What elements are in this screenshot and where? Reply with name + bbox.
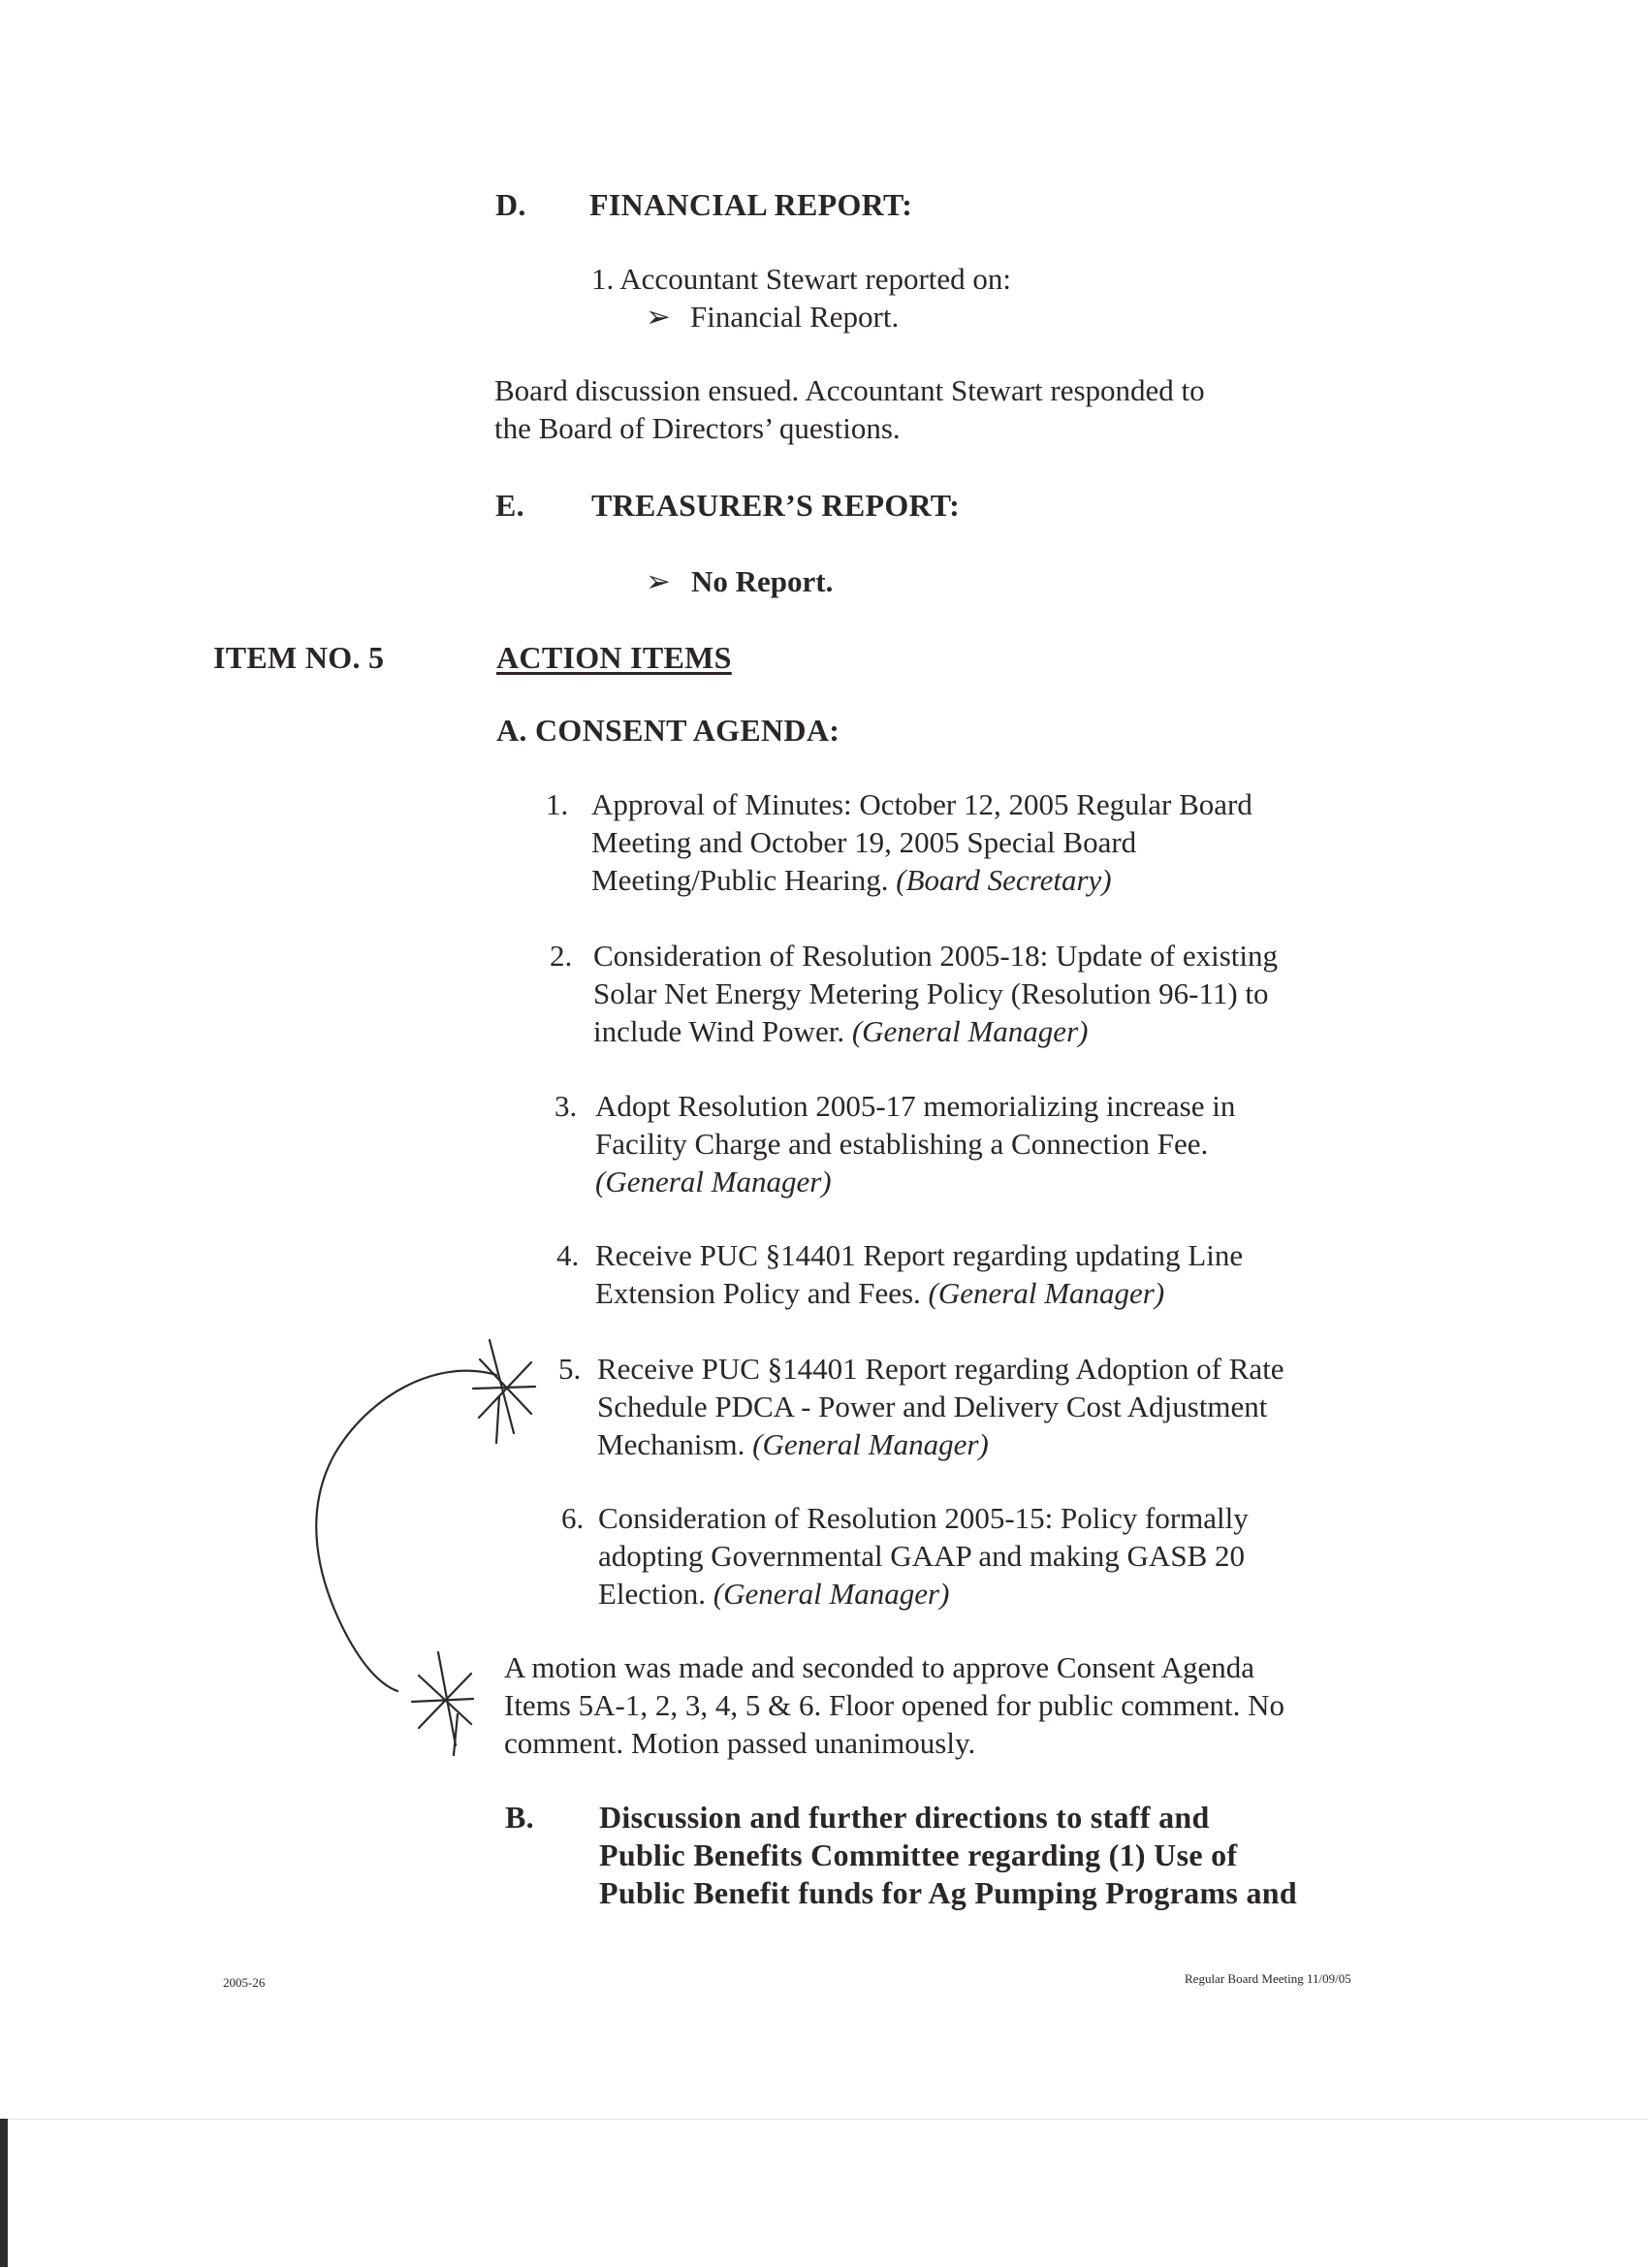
consent-item-line: Consideration of Resolution 2005-15: Policy formally [598, 1501, 1249, 1535]
asterisk-mark-icon [473, 1340, 535, 1443]
treasurer-bullet: No Report. [691, 564, 834, 598]
financial-bullet: Financial Report. [690, 300, 900, 334]
consent-item-line: Adopt Resolution 2005-17 memorializing increase in [595, 1089, 1236, 1123]
connector-curve-icon [316, 1371, 496, 1691]
consent-item-text: Extension Policy and Fees. [595, 1276, 929, 1310]
financial-item: 1. Accountant Stewart reported on: [591, 262, 1012, 296]
financial-title: FINANCIAL REPORT: [589, 187, 913, 222]
financial-discussion-1: Board discussion ensued. Accountant Stewart responded to [494, 373, 1205, 407]
consent-item-owner: (General Manager) [928, 1276, 1165, 1310]
item-label: ITEM NO. 5 [213, 640, 385, 675]
consent-item-line: Solar Net Energy Metering Policy (Resolution 96-11) to [593, 976, 1269, 1010]
motion-line: comment. Motion passed unanimously. [504, 1726, 976, 1760]
consent-item-line: Receive PUC §14401 Report regarding updating Line [595, 1238, 1244, 1272]
consent-item-line: Approval of Minutes: October 12, 2005 Regular Board [591, 787, 1252, 821]
arrow-bullet-icon: ➢ [646, 564, 671, 598]
consent-item-owner: (General Manager) [595, 1165, 832, 1198]
consent-item-num: 5. [558, 1352, 582, 1386]
consent-item-line: Receive PUC §14401 Report regarding Adoption of Rate [597, 1352, 1284, 1386]
section-b-line: Public Benefits Committee regarding (1) Use of [599, 1837, 1238, 1872]
footer-page-number: 2005-26 [223, 1975, 266, 1990]
consent-item-line: Meeting and October 19, 2005 Special Board [591, 825, 1137, 859]
financial-letter: D. [495, 187, 526, 222]
consent-item-text: Mechanism. [597, 1427, 753, 1461]
consent-item-line: Facility Charge and establishing a Connection Fee. [595, 1127, 1209, 1161]
consent-item-num: 1. [546, 787, 569, 821]
footer-meeting: Regular Board Meeting 11/09/05 [1185, 1971, 1351, 1986]
scan-edge [0, 2119, 8, 2267]
section-b-line: Discussion and further directions to staff and [599, 1800, 1210, 1835]
consent-item-line: adopting Governmental GAAP and making GASB 20 [598, 1539, 1245, 1573]
motion-line: A motion was made and seconded to approve Consent Agenda [504, 1650, 1254, 1684]
consent-item-num: 2. [550, 939, 573, 973]
consent-item-owner: (Board Secretary) [896, 863, 1112, 897]
section-b-line: Public Benefit funds for Ag Pumping Programs and [599, 1875, 1297, 1910]
consent-item-owner: (General Manager) [713, 1577, 950, 1611]
motion-line: Items 5A-1, 2, 3, 4, 5 & 6. Floor opened for public comment. No [504, 1688, 1285, 1722]
action-items-title: ACTION ITEMS [496, 640, 732, 675]
consent-item-line: Schedule PDCA - Power and Delivery Cost Adjustment [597, 1390, 1268, 1423]
consent-item-text: include Wind Power. [593, 1014, 852, 1048]
asterisk-mark-icon [412, 1652, 473, 1755]
consent-item-num: 6. [561, 1501, 585, 1535]
consent-item-line: Consideration of Resolution 2005-18: Update of existing [593, 939, 1279, 973]
consent-item-owner: (General Manager) [752, 1427, 989, 1461]
consent-item-text: Election. [598, 1577, 713, 1611]
financial-discussion-2: the Board of Directors’ questions. [494, 411, 901, 445]
section-b-letter: B. [505, 1800, 534, 1835]
consent-heading: A. CONSENT AGENDA: [496, 713, 840, 748]
treasurer-title: TREASURER’S REPORT: [591, 488, 961, 523]
consent-item-num: 4. [556, 1238, 580, 1272]
treasurer-letter: E. [495, 488, 524, 523]
consent-item-owner: (General Manager) [851, 1014, 1089, 1048]
consent-item-text: Meeting/Public Hearing. [591, 863, 897, 897]
scan-bottom-strip [0, 2119, 1648, 2268]
consent-item-num: 3. [555, 1089, 578, 1123]
arrow-bullet-icon: ➢ [646, 300, 671, 334]
